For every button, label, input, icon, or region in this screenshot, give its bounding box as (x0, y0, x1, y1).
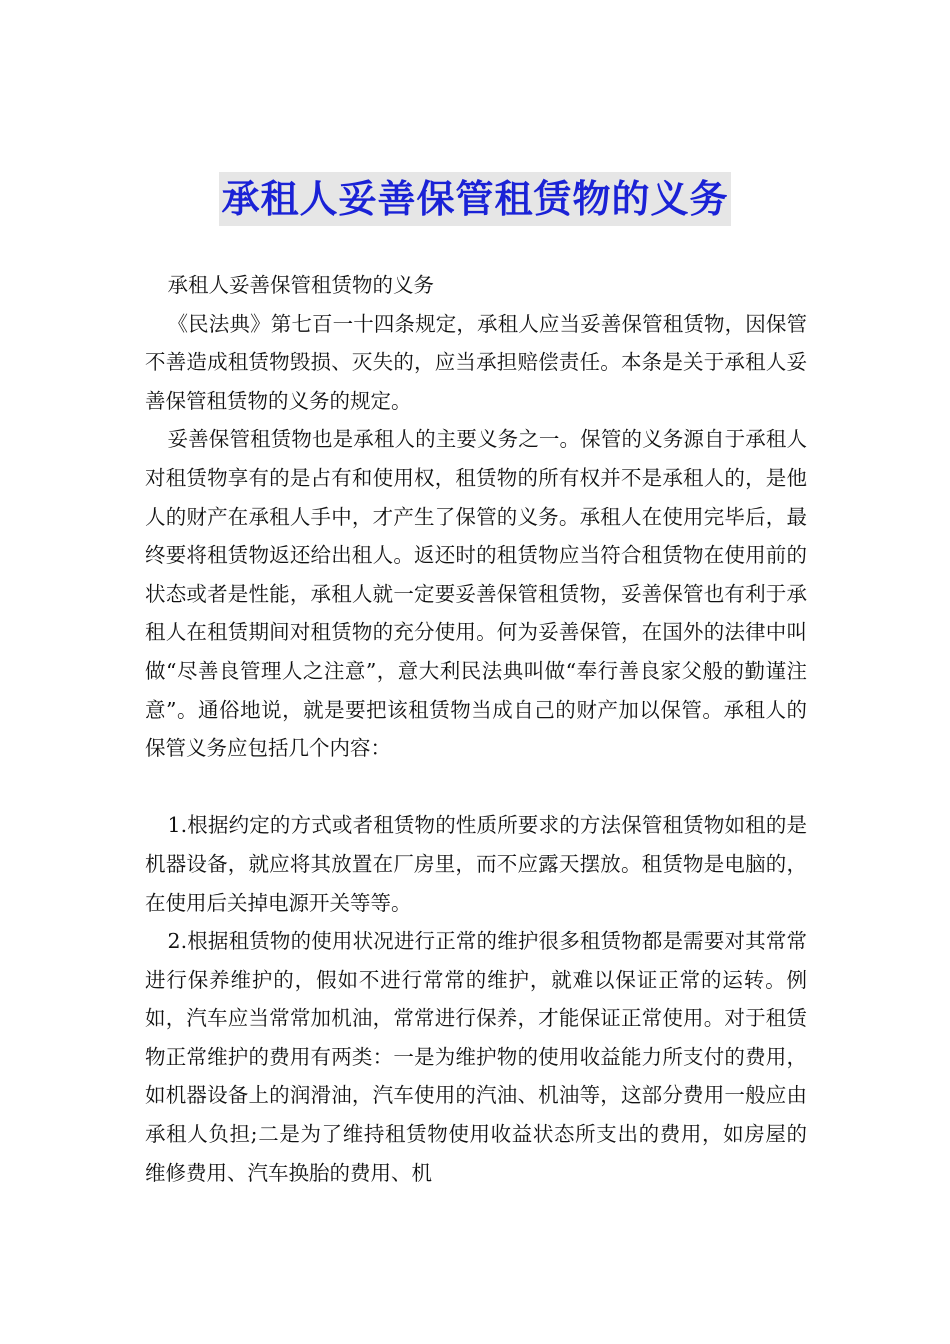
paragraph-duty-explanation: 妥善保管租赁物也是承租人的主要义务之一。保管的义务源自于承租人对租赁物享有的是占有和使用权，租赁物的所有权并不是承租人的，是他人的财产在承租人手中，才产生了保管的义务。承租人在使用完毕后，最终要将租赁物返还给出租人。返还时的租赁物应当符合租赁物在使用前的状态或者是性能，承租人就一定要妥善保管租赁物，妥善保管也有利于承租人在租赁期间对租赁物的充分使用。何为妥善保管，在国外的法律中叫做“尽善良管理人之注意”，意大利民法典叫做“奉行善良家父般的勤谨注意”。通俗地说，就是要把该租赁物当成自己的财产加以保管。承租人的保管义务应包括几个内容： (145, 427, 807, 761)
document-title: 承租人妥善保管租赁物的义务 (219, 172, 730, 226)
subtitle-paragraph: 承租人妥善保管租赁物的义务 (167, 273, 435, 297)
title-container (0, 172, 950, 226)
blank-line (145, 768, 807, 807)
document-body (145, 266, 807, 1192)
paragraph-item-1: 1.根据约定的方式或者租赁物的性质所要求的方法保管租赁物如租的是机器设备，就应将其放置在厂房里，而不应露天摆放。租赁物是电脑的，在使用后关掉电源开关等等。 (145, 813, 807, 915)
paragraph-item-2: 2.根据租赁物的使用状况进行正常的维护很多租赁物都是需要对其常常进行保养维护的，假如不进行常常的维护，就难以保证正常的运转。例如，汽车应当常常加机油，常常进行保养，才能保证正常使用。对于租赁物正常维护的费用有两类：一是为维护物的使用收益能力所支付的费用，如机器设备上的润滑油，汽车使用的汽油、机油等，这部分费用一般应由承租人负担;二是为了维持租赁物使用收益状态所支出的费用，如房屋的维修费用、汽车换胎的费用、机 (145, 929, 807, 1185)
paragraph-article: 《民法典》第七百一十四条规定，承租人应当妥善保管租赁物，因保管不善造成租赁物毁损、灭失的，应当承担赔偿责任。本条是关于承租人妥善保管租赁物的义务的规定。 (145, 311, 807, 413)
